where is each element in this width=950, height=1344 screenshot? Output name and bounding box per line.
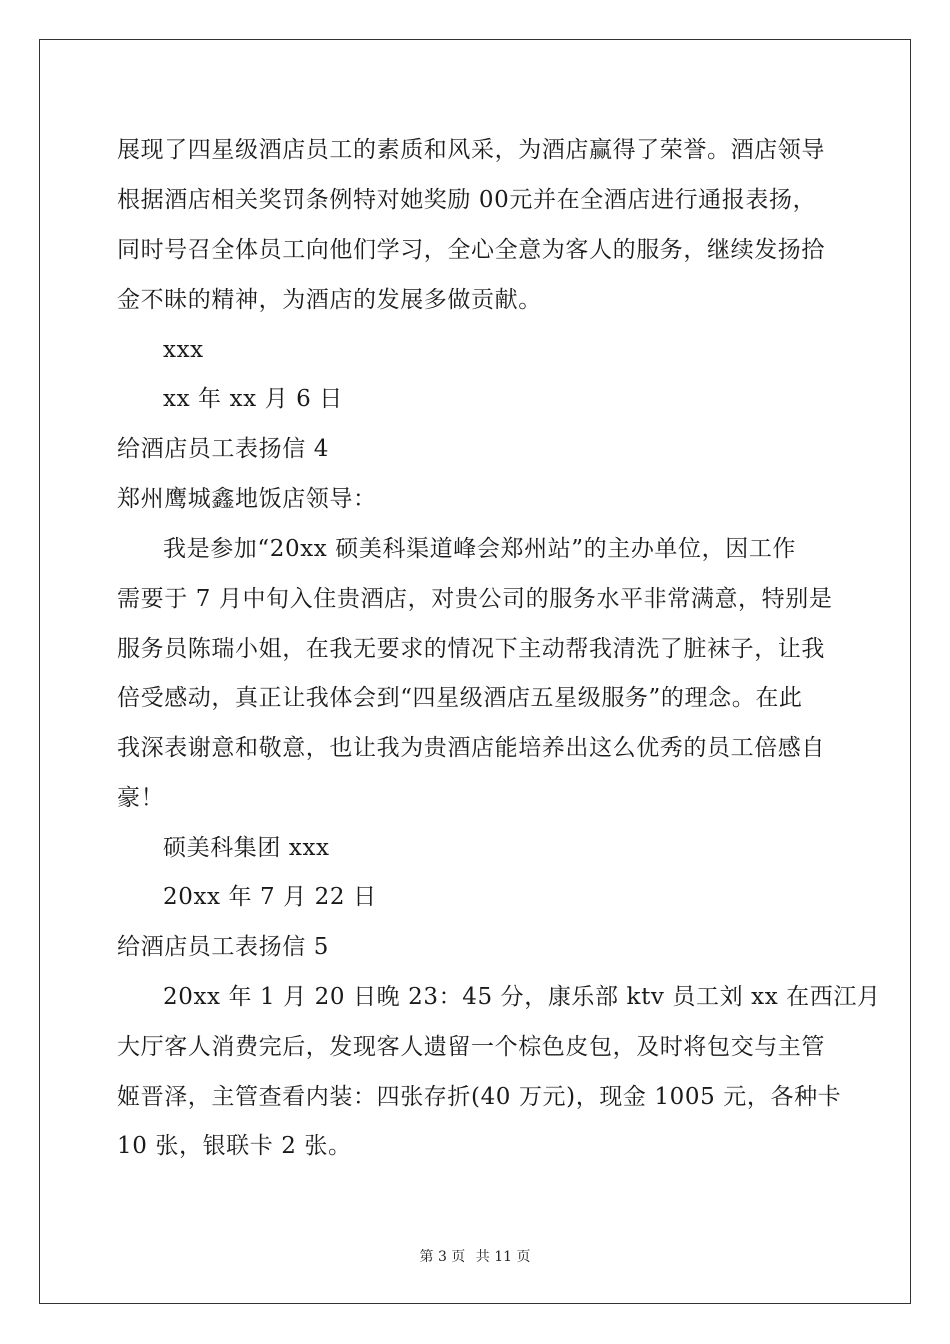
text-line: 需要于 7 月中旬入住贵酒店，对贵公司的服务水平非常满意，特别是 xyxy=(117,586,833,612)
page-border xyxy=(39,39,911,1304)
text-line: 我深表谢意和敬意，也让我为贵酒店能培养出这么优秀的员工倍感自 xyxy=(117,735,825,761)
page-total: 共 11 页 xyxy=(475,1249,531,1265)
signature-name: 硕美科集团 xxx xyxy=(163,835,330,861)
signature-date: xx 年 xx 月 6 日 xyxy=(163,386,343,412)
signature-date: 20xx 年 7 月 22 日 xyxy=(163,884,377,910)
letter-title: 给酒店员工表扬信 4 xyxy=(117,436,329,462)
text-line: 同时号召全体员工向他们学习，全心全意为客人的服务，继续发扬拾 xyxy=(117,237,825,263)
letter-title: 给酒店员工表扬信 5 xyxy=(117,934,329,960)
text-line: 10 张，银联卡 2 张。 xyxy=(117,1133,352,1159)
text-line: 姬晋泽，主管查看内装：四张存折(40 万元)，现金 1005 元，各种卡 xyxy=(117,1084,842,1110)
text-line: 金不昧的精神，为酒店的发展多做贡献。 xyxy=(117,287,542,313)
text-line: 豪！ xyxy=(117,785,165,811)
text-line: 20xx 年 1 月 20 日晚 23：45 分，康乐部 ktv 员工刘 xx 在西江月 xyxy=(163,984,881,1010)
text-line: 展现了四星级酒店员工的素质和风采，为酒店赢得了荣誉。酒店领导 xyxy=(117,137,825,163)
text-line: 大厅客人消费完后，发现客人遗留一个棕色皮包，及时将包交与主管 xyxy=(117,1034,825,1060)
page-number: 第 3 页 xyxy=(419,1249,466,1265)
text-line: 服务员陈瑞小姐，在我无要求的情况下主动帮我清洗了脏袜子，让我 xyxy=(117,636,825,662)
text-line: 根据酒店相关奖罚条例特对她奖励 00元并在全酒店进行通报表扬， xyxy=(117,187,817,213)
text-line: 我是参加“20xx 硕美科渠道峰会郑州站”的主办单位，因工作 xyxy=(163,536,797,562)
signature-name: xxx xyxy=(163,337,204,363)
page-footer xyxy=(0,1248,950,1266)
letter-salutation: 郑州鹰城鑫地饭店领导： xyxy=(117,486,377,512)
text-line: 倍受感动，真正让我体会到“四星级酒店五星级服务”的理念。在此 xyxy=(117,685,803,711)
